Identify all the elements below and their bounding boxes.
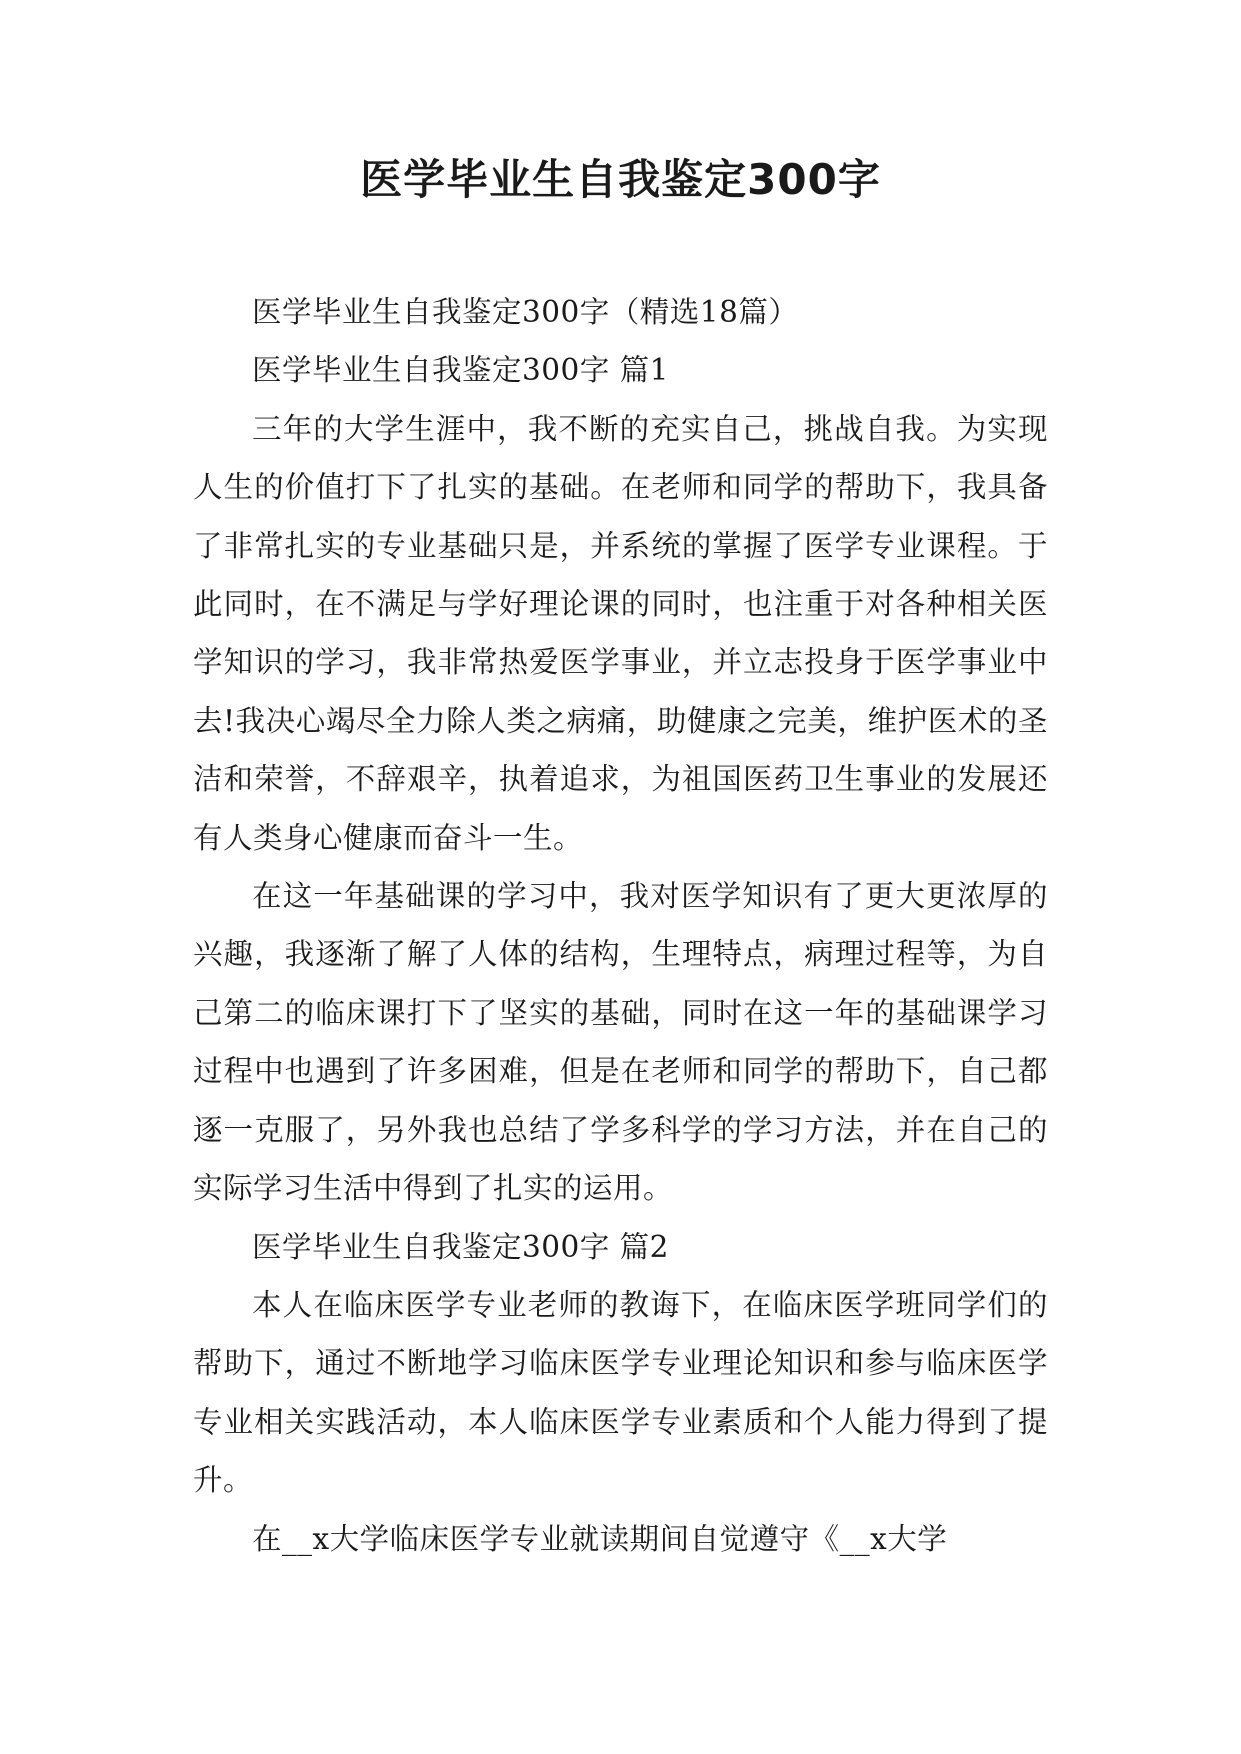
- body-paragraph: 三年的大学生涯中，我不断的充实自己，挑战自我。为实现人生的价值打下了扎实的基础。在老师和同学的帮助下，我具备了非常扎实的专业基础只是，并系统的掌握了医学专业课程。于此同时，在不满足与学好理论课的同时，也注重于对各种相关医学知识的学习，我非常热爱医学事业，并立志投身于医学事业中去!我决心竭尽全力除人类之病痛，助健康之完美，维护医术的圣洁和荣誉，不辞艰辛，执着追求，为祖国医药卫生事业的发展还有人类身心健康而奋斗一生。: [193, 411, 1048, 855]
- section-heading-2: 医学毕业生自我鉴定300字 篇2: [252, 1229, 669, 1264]
- section-heading-1: 医学毕业生自我鉴定300字 篇1: [252, 353, 669, 388]
- body-paragraph: 在这一年基础课的学习中，我对医学知识有了更大更浓厚的兴趣，我逐渐了解了人体的结构，生理特点，病理过程等，为自己第二的临床课打下了坚实的基础，同时在这一年的基础课学习过程中也遇到了许多困难，但是在老师和同学的帮助下，自己都逐一克服了，另外我也总结了学多科学的学习方法，并在自己的实际学习生活中得到了扎实的运用。: [193, 879, 1048, 1206]
- document-body: [193, 283, 1048, 1568]
- body-paragraph: 在__x大学临床医学专业就读期间自觉遵守《__x大学: [252, 1521, 948, 1556]
- collection-heading: 医学毕业生自我鉴定300字（精选18篇）: [252, 295, 799, 329]
- body-paragraph: 本人在临床医学专业老师的教诲下，在临床医学班同学们的帮助下，通过不断地学习临床医学专业理论知识和参与临床医学专业相关实践活动，本人临床医学专业素质和个人能力得到了提升。: [193, 1287, 1048, 1498]
- document-title: 医学毕业生自我鉴定300字: [360, 155, 881, 204]
